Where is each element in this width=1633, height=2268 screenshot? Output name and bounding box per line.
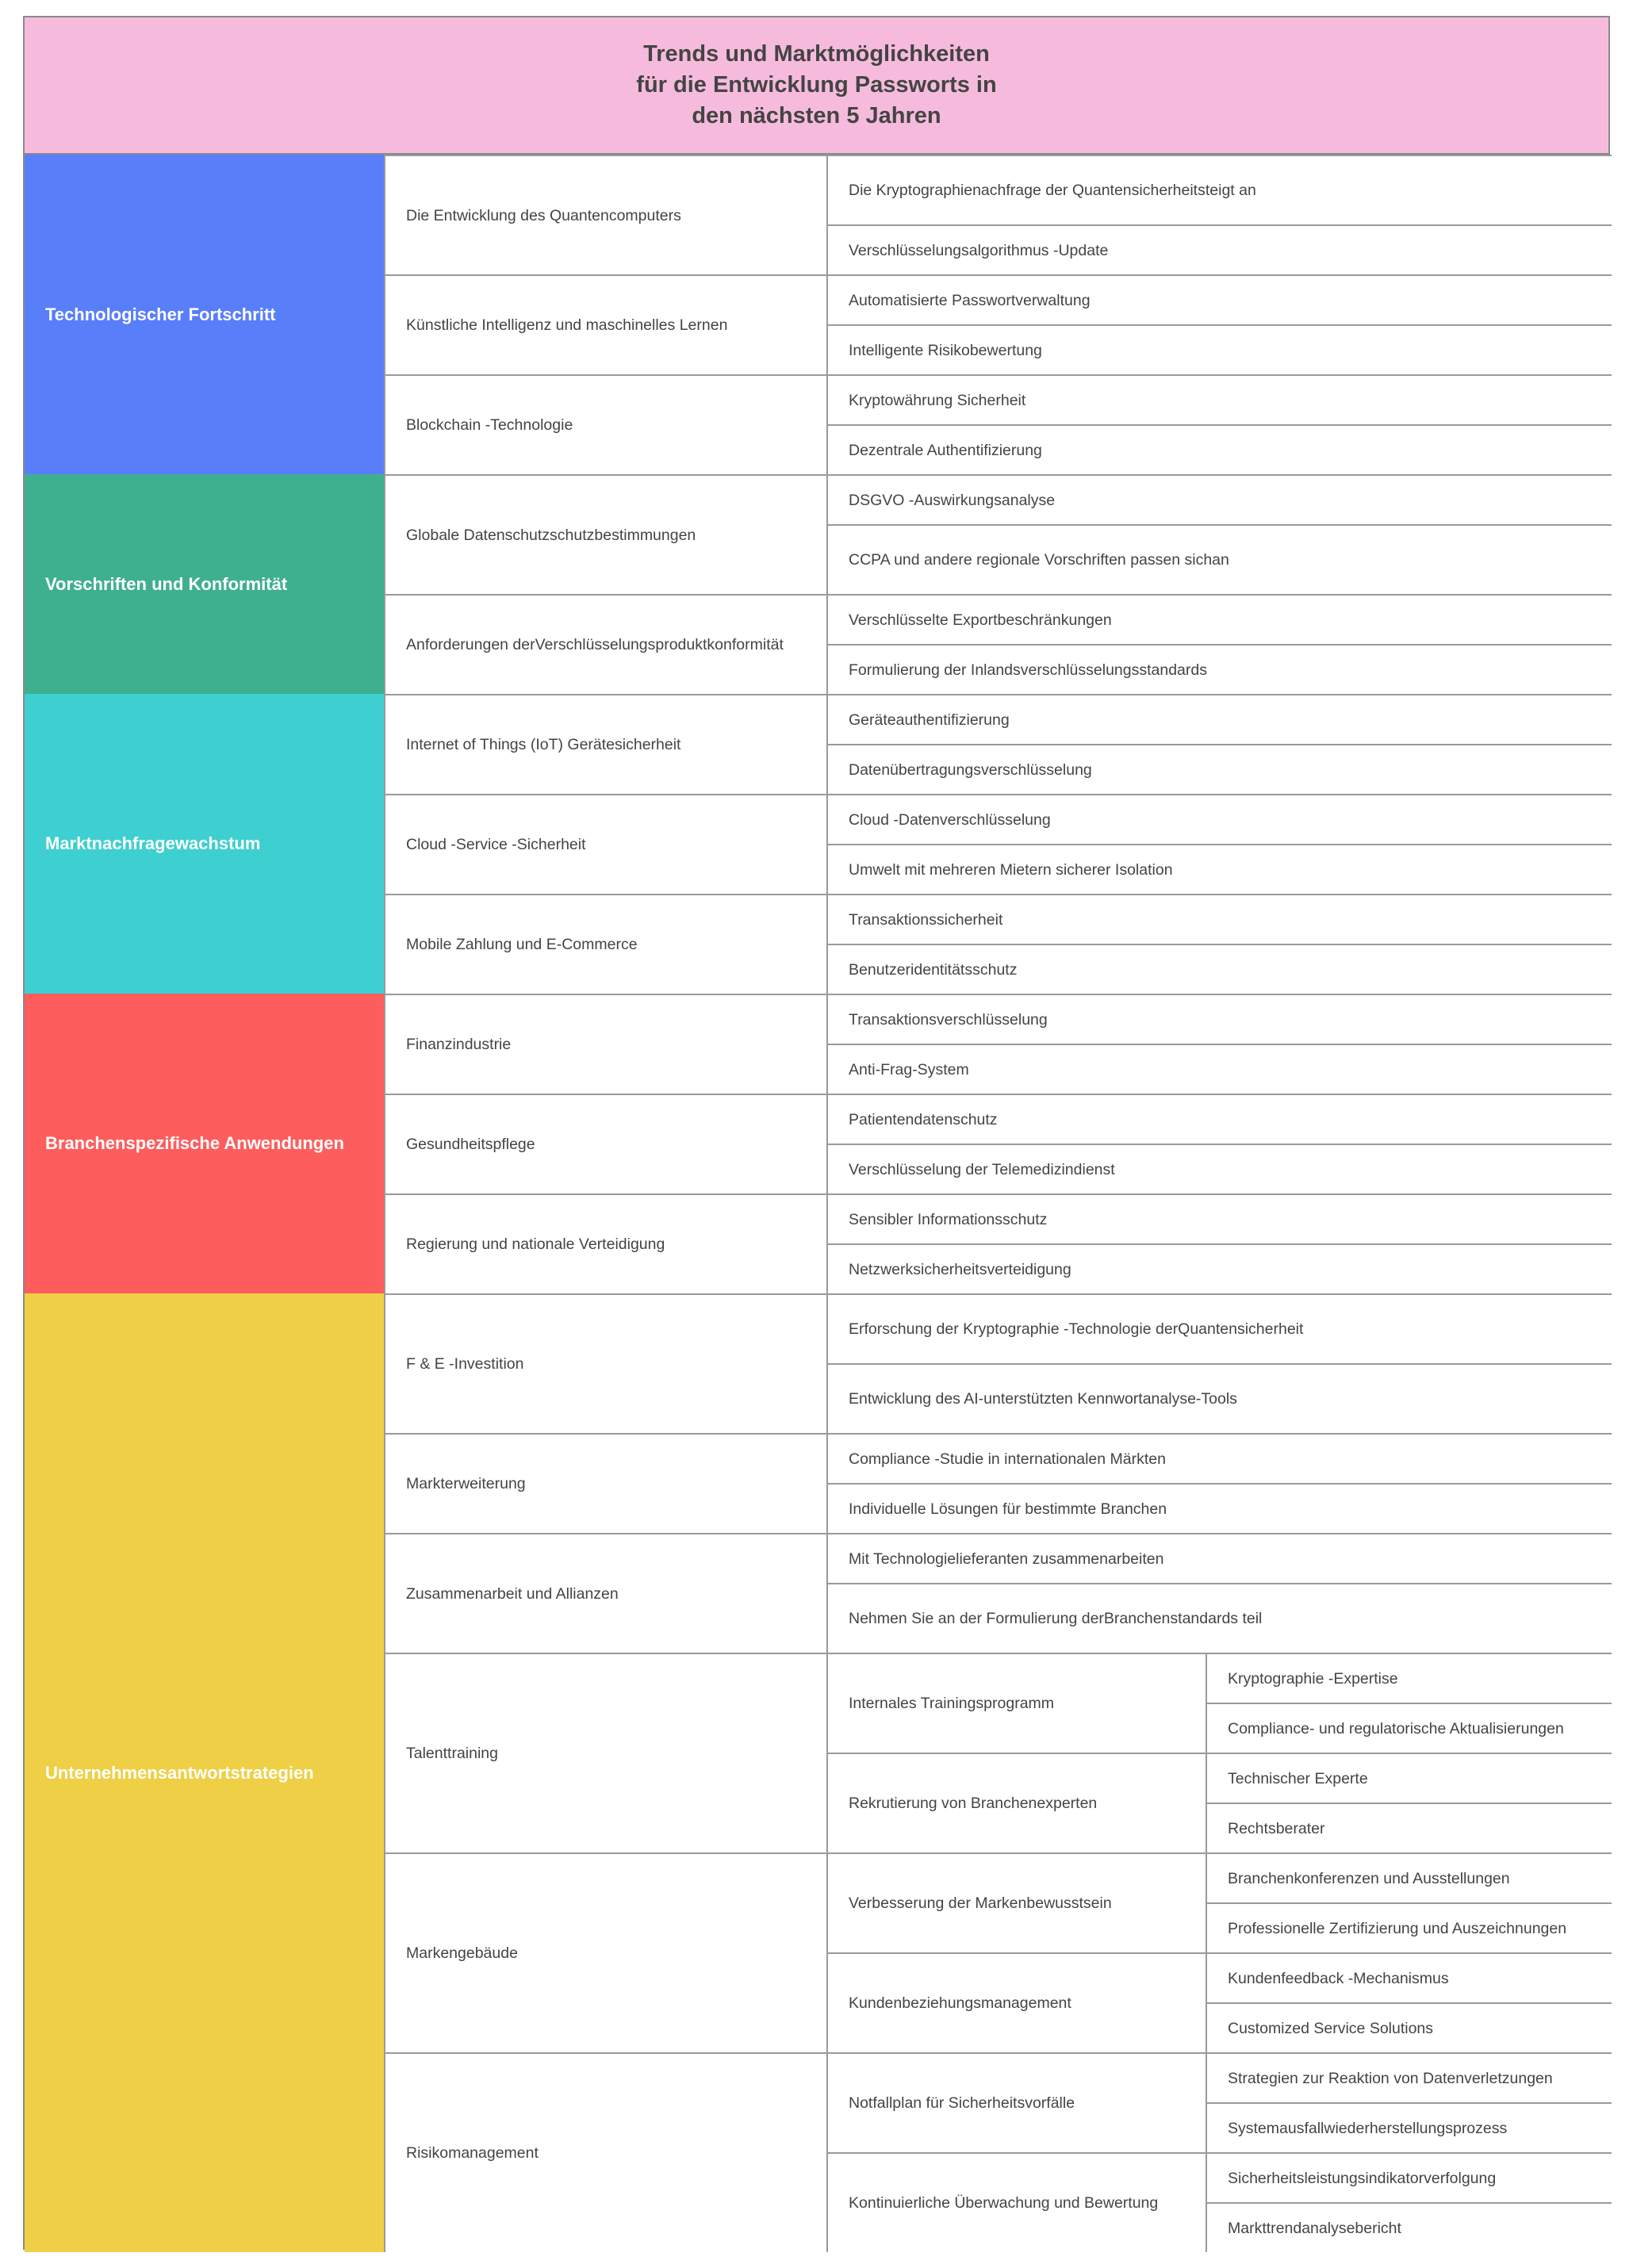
item-cell: CCPA und andere regionale Vorschriften passen sich an (826, 524, 1612, 594)
item-cell: Verschlüsselungsalgorithmus -Update (826, 224, 1612, 274)
topic-cell: Talenttraining (384, 1653, 826, 1852)
topic-cell: Globale Datenschutzschutzbestimmungen (384, 474, 826, 594)
item-cell: Datenübertragungsverschlüsselung (826, 744, 1612, 794)
topic-cell: Cloud -Service -Sicherheit (384, 794, 826, 894)
item-cell: Erforschung der Kryptographie -Technologie der Quantensicherheit (826, 1293, 1612, 1363)
topic-cell: Zusammenarbeit und Allianzen (384, 1533, 826, 1653)
subitem-cell: Markttrendanalysebericht (1206, 2202, 1612, 2252)
category-cell: Unternehmensantwortstrategien (25, 1293, 384, 2252)
item-cell: Verschlüsselte Exportbeschränkungen (826, 594, 1612, 644)
item-cell: Dezentrale Authentifizierung (826, 424, 1612, 474)
subitem-cell: Compliance- und regulatorische Aktualisierungen (1206, 1703, 1612, 1753)
topic-cell: Regierung und nationale Verteidigung (384, 1193, 826, 1293)
item-cell: Kryptowährung Sicherheit (826, 374, 1612, 424)
item-cell: Transaktionssicherheit (826, 894, 1612, 944)
topic-cell: Markengebäude (384, 1852, 826, 2052)
subitem-cell: Systemausfallwiederherstellungsprozess (1206, 2102, 1612, 2152)
item-cell: Automatisierte Passwortverwaltung (826, 274, 1612, 324)
item-cell: Cloud -Datenverschlüsselung (826, 794, 1612, 844)
category-cell: Vorschriften und Konformität (25, 474, 384, 694)
topic-cell: Risikomanagement (384, 2052, 826, 2252)
topic-cell: Internet of Things (IoT) Gerätesicherheit (384, 694, 826, 794)
item-cell: Verschlüsselung der Telemedizindienst (826, 1144, 1612, 1193)
category-cell: Technologischer Fortschritt (25, 155, 384, 474)
topic-cell: Künstliche Intelligenz und maschinelles Lernen (384, 274, 826, 374)
item-cell: Compliance -Studie in internationalen Märkten (826, 1433, 1612, 1483)
item-cell: Kontinuierliche Überwachung und Bewertung (826, 2152, 1206, 2252)
subitem-cell: Technischer Experte (1206, 1753, 1612, 1803)
subitem-cell: Customized Service Solutions (1206, 2002, 1612, 2052)
topic-cell: Blockchain -Technologie (384, 374, 826, 474)
item-cell: Verbesserung der Markenbewusstsein (826, 1852, 1206, 1952)
item-cell: Transaktionsverschlüsselung (826, 994, 1612, 1044)
item-cell: Umwelt mit mehreren Mietern sicherer Isolation (826, 844, 1612, 894)
subitem-cell: Branchenkonferenzen und Ausstellungen (1206, 1852, 1612, 1902)
subitem-cell: Strategien zur Reaktion von Datenverletzungen (1206, 2052, 1612, 2102)
item-cell: Intelligente Risikobewertung (826, 324, 1612, 374)
item-cell: Netzwerksicherheitsverteidigung (826, 1243, 1612, 1293)
topic-cell: Finanzindustrie (384, 994, 826, 1094)
subitem-cell: Rechtsberater (1206, 1803, 1612, 1852)
item-cell: Entwicklung des AI-unterstützten Kennwortanalyse- Tools (826, 1363, 1612, 1433)
table-grid (25, 17, 1608, 2248)
subitem-cell: Sicherheitsleistungsindikatorverfolgung (1206, 2152, 1612, 2202)
item-cell: Die Kryptographienachfrage der Quantensicherheit steigt an (826, 155, 1612, 224)
item-cell: Mit Technologielieferanten zusammenarbeiten (826, 1533, 1612, 1583)
category-cell: Marktnachfragewachstum (25, 694, 384, 994)
subitem-cell: Professionelle Zertifizierung und Auszeichnungen (1206, 1902, 1612, 1952)
topic-cell: Anforderungen der Verschlüsselungsproduktkonformität (384, 594, 826, 694)
item-cell: Benutzeridentitätsschutz (826, 944, 1612, 994)
topic-cell: Mobile Zahlung und E-Commerce (384, 894, 826, 994)
item-cell: Formulierung der Inlandsverschlüsselungsstandards (826, 644, 1612, 694)
page-title: Trends und Marktmöglichkeiten für die Entwicklung Passworts in den nächsten 5 Jahren (636, 41, 997, 128)
title-bar (25, 17, 1608, 155)
item-cell: Rekrutierung von Branchenexperten (826, 1753, 1206, 1852)
subitem-cell: Kundenfeedback -Mechanismus (1206, 1952, 1612, 2002)
item-cell: Geräteauthentifizierung (826, 694, 1612, 744)
topic-cell: Markterweiterung (384, 1433, 826, 1533)
item-cell: Individuelle Lösungen für bestimmte Branchen (826, 1483, 1612, 1533)
item-cell: Patientendatenschutz (826, 1094, 1612, 1144)
topic-cell: Die Entwicklung des Quantencomputers (384, 155, 826, 274)
topic-cell: F & E -Investition (384, 1293, 826, 1433)
item-cell: Notfallplan für Sicherheitsvorfälle (826, 2052, 1206, 2152)
item-cell: DSGVO -Auswirkungsanalyse (826, 474, 1612, 524)
item-cell: Internales Trainingsprogramm (826, 1653, 1206, 1753)
category-cell: Branchenspezifische Anwendungen (25, 994, 384, 1293)
item-cell: Nehmen Sie an der Formulierung der Branchenstandards teil (826, 1583, 1612, 1653)
item-cell: Sensibler Informationsschutz (826, 1193, 1612, 1243)
item-cell: Kundenbeziehungsmanagement (826, 1952, 1206, 2052)
item-cell: Anti-Frag-System (826, 1044, 1612, 1094)
subitem-cell: Kryptographie -Expertise (1206, 1653, 1612, 1703)
topic-cell: Gesundheitspflege (384, 1094, 826, 1193)
mindmap-table (23, 16, 1610, 2250)
